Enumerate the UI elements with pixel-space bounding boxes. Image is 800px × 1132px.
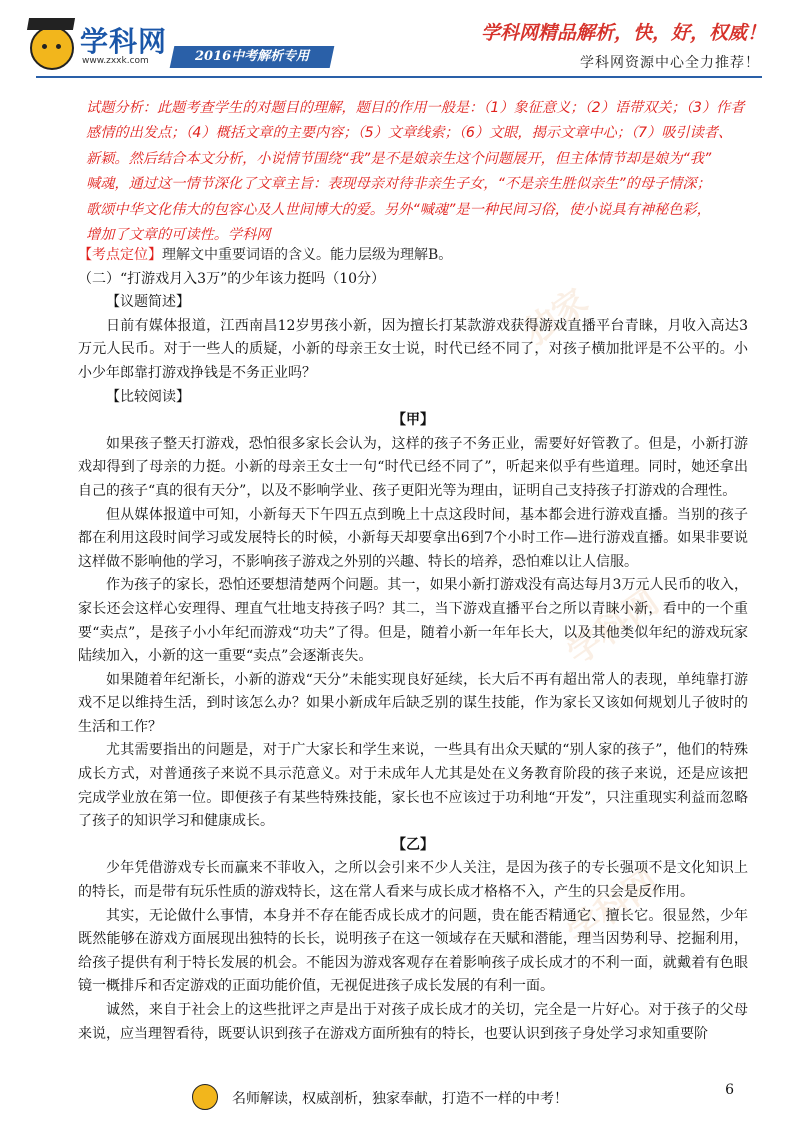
- analysis-line: 喊魂，通过这一情节深化了文章主旨：表现母亲对待非亲生子女，“不是亲生胜似亲生”的母子情深；: [86, 176, 711, 193]
- analysis-line: 歌颂中华文化伟大的包容心及人世间博大的爱。另外“喊魂”是一种民间习俗，使小说具有神秘色彩，: [86, 201, 711, 218]
- jia-paragraph: 如果孩子整天打游戏，恐怕很多家长会认为，这样的孩子不务正业，需要好好管教了。但是，小新打游戏却得到了母亲的力挺。小新的母亲王女士一句“时代已经不同了”，听起来似乎有些道理。同时，她还拿出自己的孩子“真的很有天分”，以及不影响学业、孩子更阳光等为理由，证明自己支持孩子打游戏的合理性。: [78, 435, 748, 499]
- page-number: 6: [725, 1082, 734, 1098]
- logo-text: 学科网: [80, 25, 168, 58]
- mascot-icon: [30, 26, 74, 70]
- jia-paragraph: 尤其需要指出的问题是，对于广大家长和学生来说，一些具有出众天赋的“别人家的孩子”，他们的特殊成长方式，对普通孩子来说不具示范意义。对于未成年人尤其是处在义务教育阶段的孩子来说，还是应该把完成学业放在第一位。即便孩子有某些特殊技能，家长也不应该过于功利地“开发”，只注重现实利益而忽略了孩子的知识学习和健康成长。: [78, 742, 748, 830]
- analysis-line: 感情的出发点；（4）概括文章的主要内容；（5）文章线索；（6）文眼，揭示文章中心；（7）吸引读者、: [86, 125, 733, 142]
- page-footer: [0, 1080, 800, 1120]
- yi-heading: 【乙】: [392, 836, 434, 853]
- bijiao-heading: 【比较阅读】: [106, 388, 190, 405]
- answer-analysis: [86, 96, 746, 248]
- yiti-text: 日前有媒体报道，江西南昌12岁男孩小新，因为擅长打某款游戏获得游戏直播平台青睐，月收入高达3万元人民币。对于一些人的质疑，小新的母亲王女士说，时代已经不同了，对孩子横加批评是不公平的。小小少年郎靠打游戏挣钱是不务正业吗？: [78, 317, 748, 381]
- header-recommend: 学科网资源中心全力推荐！: [580, 55, 760, 71]
- yi-paragraph: 其实，无论做什么事情，本身并不存在能否成长成才的问题，贵在能否精通它、擅长它。很显然，少年既然能够在游戏方面展现出独特的长长，说明孩子在这一领域存在天赋和潜能，理当因势利导、挖掘利用，给孩子提供有利于特长发展的机会。不能因为游戏客观存在着影响孩子成长成才的不利一面，就戴着有色眼镜一概排斥和否定游戏的正面功能价值，无视促进孩子成长发展的有利一面。: [78, 907, 748, 995]
- yi-paragraph: 少年凭借游戏专长而赢来不菲收入，之所以会引来不少人关注，是因为孩子的专长强项不是文化知识上的特长，而是带有玩乐性质的游戏特长，这在常人看来与成长成才格格不入，产生的只会是反作用。: [78, 860, 748, 901]
- header-divider: [36, 76, 762, 78]
- analysis-line: 新颖。然后结合本文分析，小说情节围绕“我”是不是娘亲生这个问题展开，但主体情节却是娘为“我”: [86, 150, 712, 167]
- exam-banner: 2016中考解析专用: [170, 46, 335, 68]
- logo-url: www.zxxk.com: [82, 56, 149, 66]
- jia-paragraph: 如果随着年纪渐长，小新的游戏“天分”未能实现良好延续，长大后不再有超出常人的表现，单纯靠打游戏不足以维持生活，到时该怎么办？如果小新成年后缺乏别的谋生技能，作为家长又该如何规划儿子彼时的生活和工作？: [78, 671, 748, 735]
- kaodian-text: 理解文中重要词语的含义。能力层级为理解B。: [162, 247, 453, 263]
- jia-paragraph: 但从媒体报道中可知，小新每天下午四五点到晚上十点这段时间，基本都会进行游戏直播。当别的孩子都在利用这段时间学习或发展特长的时候，小新每天却要拿出6到7个小时工作—进行游戏直播。如果非要说这样做不影响他的学习，不影响孩子游戏之外别的兴趣、特长的培养，恐怕难以让人信服。: [78, 506, 748, 570]
- section-title: （二）“打游戏月入3万”的少年该力挺吗（10分）: [78, 270, 386, 287]
- article-body: [78, 244, 748, 1046]
- page-header: [0, 0, 800, 86]
- yiti-heading: 【议题简述】: [106, 294, 190, 311]
- analysis-line: 增加了文章的可读性。学科网: [86, 227, 271, 244]
- kaodian-line: [78, 244, 748, 268]
- yi-paragraph: 诚然，来自于社会上的这些批评之声是出于对孩子成长成才的关切，完全是一片好心。对于孩子的父母来说，应当理智看待，既要认识到孩子在游戏方面所独有的特长，也要认识到孩子身处学习求知重要阶: [78, 1002, 748, 1042]
- jia-heading: 【甲】: [392, 412, 434, 429]
- analysis-line: 试题分析：此题考查学生的对题目的理解，题目的作用一般是：（1）象征意义；（2）语带双关；（3）作者: [86, 100, 745, 116]
- footer-slogan: 名师解读，权威剖析，独家奉献，打造不一样的中考！: [232, 1091, 568, 1107]
- header-slogan: 学科网精品解析，快，好，权威！: [480, 22, 766, 44]
- jia-paragraph: 作为孩子的家长，恐怕还要想清楚两个问题。其一，如果小新打游戏没有高达每月3万元人民币的收入，家长还会这样心安理得、理直气壮地支持孩子吗？其二，当下游戏直播平台之所以青睐小新，看中的一个重要“卖点”，是孩子小小年纪而游戏“功夫”了得。但是，随着小新一年年长大，以及其他类似年纪的游戏玩家陆续加入，小新的这一重要“卖点”会逐渐丧失。: [78, 577, 748, 665]
- watermark: 学科网: [559, 581, 667, 674]
- watermark: 独家: [516, 281, 596, 354]
- watermark: 学科网: [559, 861, 667, 954]
- kaodian-tag: 【考点定位】: [78, 247, 162, 263]
- mascot-icon: [192, 1084, 218, 1110]
